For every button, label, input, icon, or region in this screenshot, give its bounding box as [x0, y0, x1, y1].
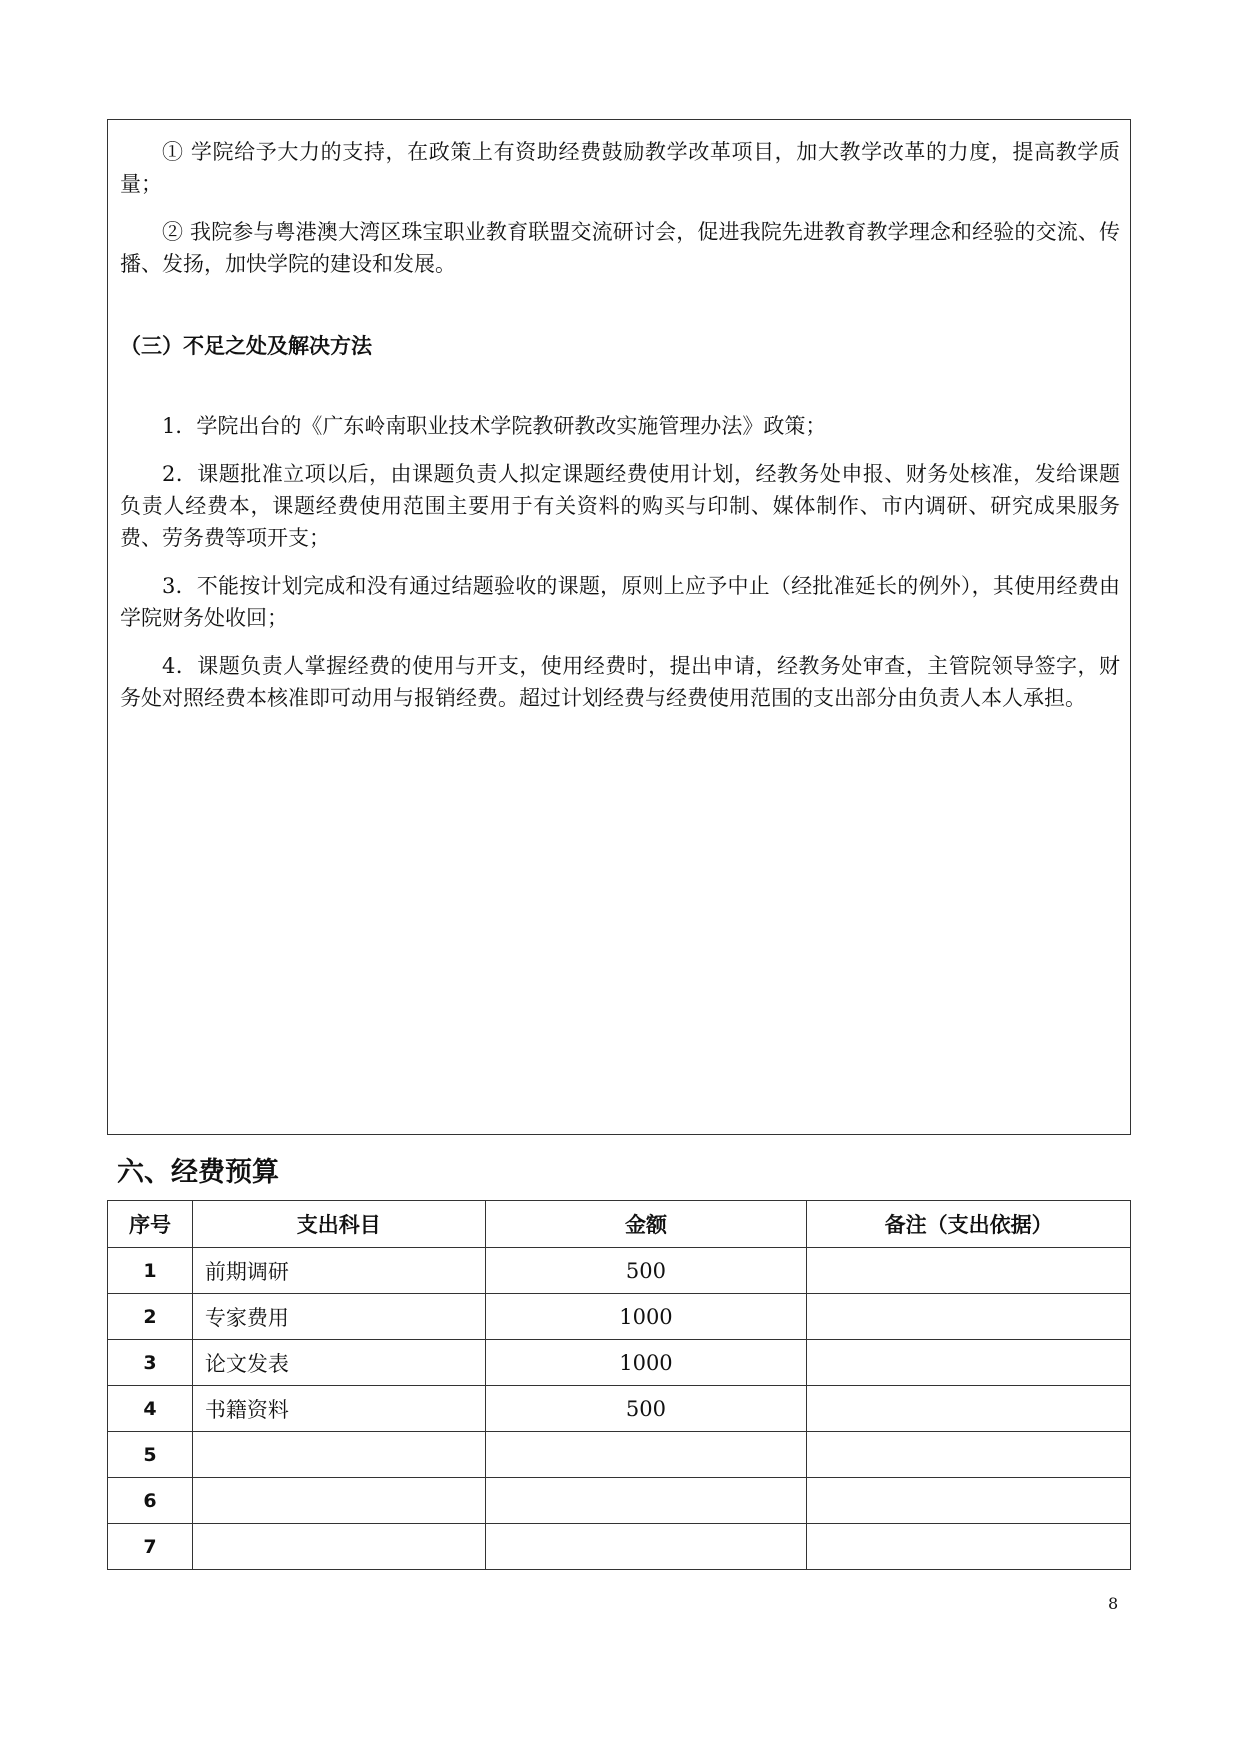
row-amount: 1000 — [485, 1340, 807, 1386]
row-no: 3 — [108, 1340, 193, 1386]
row-no: 6 — [108, 1478, 193, 1524]
row-note — [807, 1432, 1131, 1478]
row-item: 专家费用 — [192, 1294, 485, 1340]
row-no: 5 — [108, 1432, 193, 1478]
row-item: 论文发表 — [192, 1340, 485, 1386]
table-row — [108, 1432, 1131, 1478]
row-item — [192, 1432, 485, 1478]
row-note — [807, 1386, 1131, 1432]
row-note — [807, 1248, 1131, 1294]
row-item: 前期调研 — [192, 1248, 485, 1294]
paragraph-support: ① 学院给予大力的支持，在政策上有资助经费鼓励教学改革项目，加大教学改革的力度，提高教学质量； — [120, 140, 1120, 196]
row-note — [807, 1524, 1131, 1570]
header-note: 备注（支出依据） — [807, 1201, 1131, 1248]
row-amount — [485, 1524, 807, 1570]
table-row — [108, 1386, 1131, 1432]
table-header-row — [108, 1201, 1131, 1248]
header-amount: 金额 — [485, 1201, 807, 1248]
budget-table — [107, 1200, 1131, 1570]
row-item: 书籍资料 — [192, 1386, 485, 1432]
row-item — [192, 1524, 485, 1570]
table-row — [108, 1248, 1131, 1294]
header-no: 序号 — [108, 1201, 193, 1248]
row-note — [807, 1294, 1131, 1340]
subheading-shortcomings: （三）不足之处及解决方法 — [120, 334, 372, 358]
row-item — [192, 1478, 485, 1524]
row-no: 7 — [108, 1524, 193, 1570]
row-no: 1 — [108, 1248, 193, 1294]
row-no: 2 — [108, 1294, 193, 1340]
table-row — [108, 1524, 1131, 1570]
row-amount — [485, 1432, 807, 1478]
table-row — [108, 1294, 1131, 1340]
row-amount: 500 — [485, 1386, 807, 1432]
table-row — [108, 1340, 1131, 1386]
list-item: 3．不能按计划完成和没有通过结题验收的课题，原则上应予中止（经批准延长的例外），其使用经费由学院财务处收回； — [120, 574, 1120, 630]
row-note — [807, 1478, 1131, 1524]
row-no: 4 — [108, 1386, 193, 1432]
section-title-budget: 六、经费预算 — [117, 1157, 279, 1188]
row-note — [807, 1340, 1131, 1386]
row-amount — [485, 1478, 807, 1524]
list-item: 4．课题负责人掌握经费的使用与开支，使用经费时，提出申请，经教务处审查，主管院领导签字，财务处对照经费本核准即可动用与报销经费。超过计划经费与经费使用范围的支出部分由负责人本人承担。 — [120, 654, 1120, 710]
page-number: 8 — [1108, 1594, 1119, 1613]
list-item: 1．学院出台的《广东岭南职业技术学院教研教改实施管理办法》政策； — [162, 414, 827, 438]
table-row — [108, 1478, 1131, 1524]
row-amount: 500 — [485, 1248, 807, 1294]
row-amount: 1000 — [485, 1294, 807, 1340]
list-item: 2．课题批准立项以后，由课题负责人拟定课题经费使用计划，经教务处申报、财务处核准，发给课题负责人经费本，课题经费使用范围主要用于有关资料的购买与印制、媒体制作、市内调研、研究成果服务费、劳务费等项开支； — [120, 462, 1120, 550]
paragraph-alliance: ② 我院参与粤港澳大湾区珠宝职业教育联盟交流研讨会，促进我院先进教育教学理念和经验的交流、传播、发扬，加快学院的建设和发展。 — [120, 220, 1120, 276]
header-item: 支出科目 — [192, 1201, 485, 1248]
